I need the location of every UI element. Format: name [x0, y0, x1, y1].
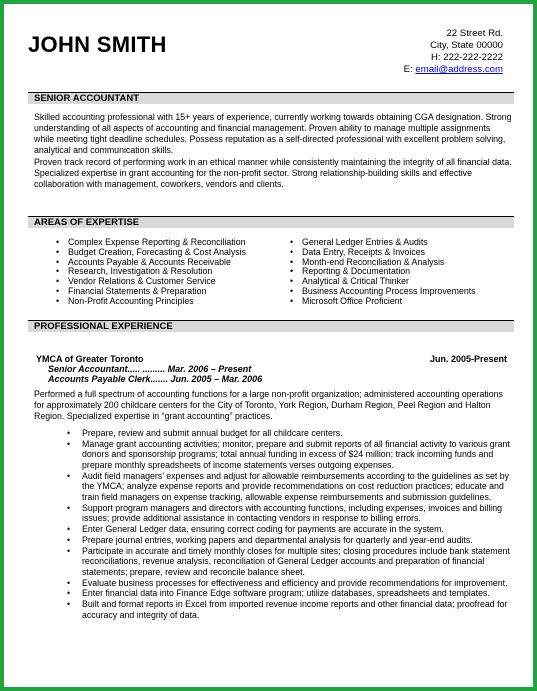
experience-bullet: • Enter financial data into Finance Edge software program; utilize databases, spreadsheets and templates.: [82, 588, 512, 599]
contact-city: City, State 00000: [430, 40, 503, 51]
expertise-list-left: [68, 238, 246, 307]
experience-bullet: • Manage grant accounting activities; monitor, prepare and submit reports of all financial activity to various grant donors and sponsorship programs; total annual funding in excess of $24 million; track incoming funds and prepare monthly spreadsheets of income statements verses outgoing expenses.: [82, 439, 512, 471]
experience-bullet: • Audit field managers’ expenses and adjust for allowable reimbursements according to the guidelines as set by the YMCA; analyze expense reports and provide recommendations on cost reduction practices; educate and train field managers on expense tracking, allowable expense reimbursements and submission guidelines.: [82, 471, 512, 503]
experience-description: Performed a full spectrum of accounting functions for a large non-profit organization; administered accounting operations for approximately 200 childcare centers for the City of Toronto, York Region, Durham Region, Peel Region and Halton Region. Specialized expertise in “grant accounting” practices.: [34, 389, 503, 421]
experience-bullet: • Enter General Ledger data, ensuring correct coding for payments are accurate in the system.: [82, 524, 512, 535]
section-header-summary: SENIOR ACCOUNTANT: [28, 92, 514, 104]
contact-block: [404, 28, 503, 76]
experience-bullet: • Support program managers and directors with accounting functions, including expenses, invoices and billing issues; provide additional assistance in contacting vendors in response to billing errors.: [82, 503, 512, 524]
contact-address: 22 Street Rd.: [446, 28, 503, 39]
candidate-name: JOHN SMITH: [28, 32, 167, 57]
expertise-item: • Accounts Payable & Accounts Receivable: [68, 258, 246, 268]
contact-email-line: [404, 64, 503, 76]
experience-bullet: • Built and format reports in Excel from imported revenue income reports and other financial data; proofread for accuracy and integrity of data.: [82, 599, 512, 620]
expertise-list-right: [302, 238, 476, 307]
role-ap-clerk: Accounts Payable Clerk....... Jun. 2005 – Mar. 2006: [48, 374, 263, 384]
expertise-item: • Business Accounting Process Improvements: [302, 287, 476, 297]
section-header-experience: PROFESSIONAL EXPERIENCE: [28, 320, 514, 332]
role-senior-accountant: Senior Accountant..... ......... Mar. 2006 – Present: [48, 364, 252, 374]
expertise-item: • Month-end Reconciliation & Analysis: [302, 258, 476, 268]
expertise-item: • Budget Creation, Forecasting & Cost Analysis: [68, 248, 246, 258]
expertise-item: • Analytical & Critical Thinker: [302, 277, 476, 287]
email-prefix: E:: [403, 64, 413, 75]
expertise-item: • Financial Statements & Preparation: [68, 287, 246, 297]
employment-date: Jun. 2005-Present: [429, 354, 507, 364]
summary-paragraph-1: Skilled accounting professional with 15+ years of experience, currently working towards obtaining CGA designation. Strong understanding of all aspects of accounting and financial management. Proven ability to manage multiple assignments while meeting tight deadline schedules. Possess reputation as a self-directed professional with excellent problem solving, analytical and communication skills.: [34, 112, 512, 155]
experience-bullets: [82, 428, 512, 621]
expertise-item: • Research, Investigation & Resolution: [68, 267, 246, 277]
expertise-item: • Reporting & Documentation: [302, 267, 476, 277]
expertise-item: • Vendor Relations & Customer Service: [68, 277, 246, 287]
expertise-item: • Non-Profit Accounting Principles: [68, 297, 246, 307]
contact-phone: H: 222-222-2222: [430, 52, 503, 63]
expertise-item: • General Ledger Entries & Audits: [302, 238, 476, 248]
experience-bullet: • Prepare, review and submit annual budget for all childcare centers.: [82, 428, 512, 439]
employer-name: YMCA of Greater Toronto: [36, 354, 144, 364]
experience-bullet: • Evaluate business processes for effectiveness and efficiency and provide recommendations for improvement.: [82, 578, 512, 589]
expertise-item: • Data Entry, Receipts & Invoices: [302, 248, 476, 258]
summary-paragraph-2: Proven track record of performing work in an ethical manner while consistently maintaining the integrity of all financial data. Specialized expertise in grant accounting for the non-profit sector. Strong relationship-building skills and effective collaboration with management, coworkers, vendors and clients.: [34, 157, 512, 189]
email-link[interactable]: email@address.com: [415, 64, 503, 75]
experience-bullet: • Prepare journal entries, working papers and departmental analysis for quarterly and year-end audits.: [82, 535, 512, 546]
expertise-item: • Complex Expense Reporting & Reconciliation: [68, 238, 246, 248]
section-header-expertise: AREAS OF EXPERTISE: [28, 216, 514, 228]
experience-bullet: • Participate in accurate and timely monthly closes for multiple sites; closing procedures include bank statement reconciliations, revenue analysis, reconciliation of General Ledger accounts and preparation of financial statements; prepare, review and reconcile balance sheet.: [82, 546, 512, 578]
expertise-item: • Microsoft Office Proficient: [302, 297, 476, 307]
